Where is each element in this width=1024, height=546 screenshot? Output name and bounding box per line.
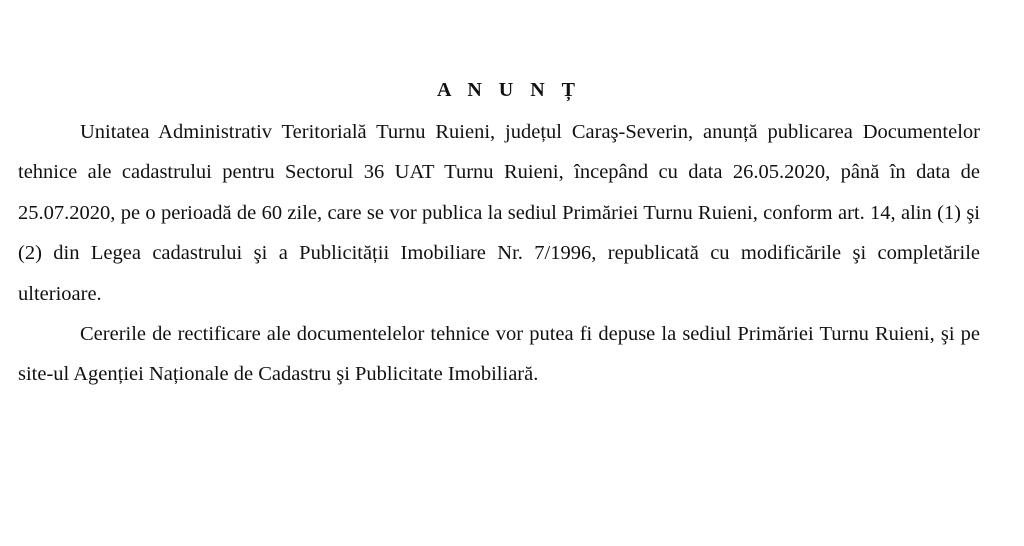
announcement-paragraph-2: Cererile de rectificare ale documentelelor tehnice vor putea fi depuse la sediul Primăriei Turnu Ruieni, şi pe site-ul Agenției Naționale de Cadastru şi Publicitate Imobiliară. xyxy=(18,323,980,386)
announcement xyxy=(18,72,980,395)
announcement-title: A N U N Ț xyxy=(436,79,581,101)
announcement-paragraph-1: Unitatea Administrativ Teritorială Turnu Ruieni, județul Caraş-Severin, anunță publicarea Documentelor tehnice ale cadastrului pentru Sectorul 36 UAT Turnu Ruieni, începând cu data 26.05.2020, până în data de 25.07.2020, pe o perioadă de 60 zile, care se vor publica la sediul Primăriei Turnu Ruieni, conform art. 14, alin (1) şi (2) din Legea cadastrului şi a Publicității Imobiliare Nr. 7/1996, republicată cu modificările şi completările ulterioare. xyxy=(18,121,980,305)
